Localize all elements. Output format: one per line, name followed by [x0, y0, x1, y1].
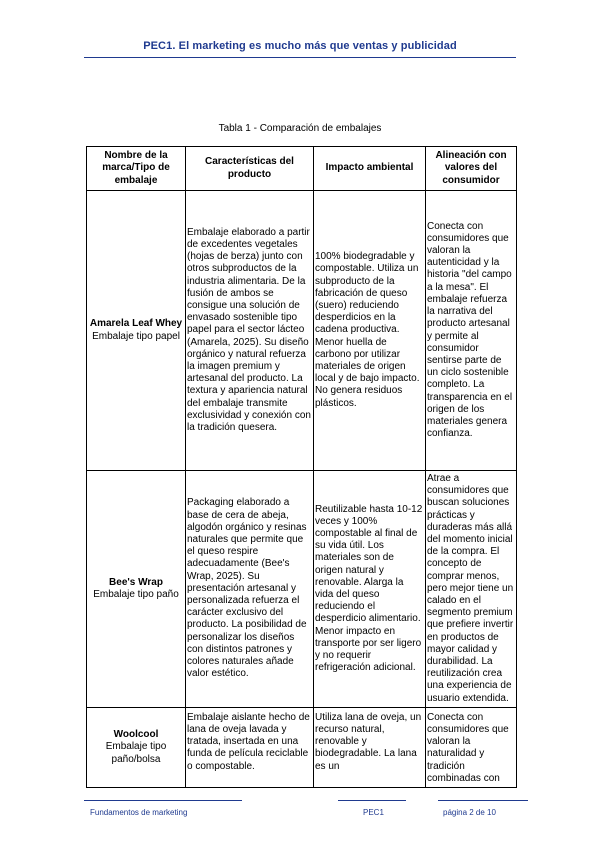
- footer-course: Fundamentos de marketing: [90, 808, 188, 817]
- table-row: [87, 707, 517, 787]
- characteristics-cell: Embalaje aislante hecho de lana de oveja lavada y tratada, insertada en una funda de película reciclable o compostable.: [186, 707, 314, 787]
- comparison-table: [86, 146, 517, 788]
- brand-cell: [87, 707, 186, 787]
- packaging-type: Embalaje tipo paño/bolsa: [105, 741, 167, 765]
- footer-doc-id: PEC1: [363, 808, 384, 817]
- packaging-type: Embalaje tipo papel: [92, 330, 180, 342]
- brand-cell: [87, 471, 186, 708]
- brand-name: Woolcool: [113, 729, 159, 741]
- characteristics-cell: Embalaje elaborado a partir de excedentes vegetales (hojas de berza) junto con otros subproductos de la industria alimentaria. De la fusión de ambos se consigue una solución de envasado sostenible tipo papel para el sector lácteo (Amarela, 2025). Su diseño orgánico y natural refuerza la imagen premium y artesanal del producto. La textura y apariencia natural del embalaje transmite exclusividad y conexión con la tradición quesera.: [186, 191, 314, 471]
- header-alignment: Alineación con valores del consumidor: [426, 147, 517, 191]
- footer-rule-center: [338, 800, 406, 801]
- characteristics-cell: Packaging elaborado a base de cera de abeja, algodón orgánico y resinas naturales que permite que el queso respire adecuadamente (Bee's Wrap, 2025). Su presentación artesanal y personalizada refuerza el carácter exclusivo del producto. La posibilidad de personalizar los diseños con distintos patrones y colores naturales añade valor estético.: [186, 471, 314, 708]
- table-header-row: [87, 147, 517, 191]
- header-rule: [84, 57, 516, 58]
- footer-rule-right: [438, 800, 528, 801]
- impact-cell: 100% biodegradable y compostable. Utiliza un subproducto de la fabricación de queso (suero) reduciendo desperdicios en la cadena productiva. Menor huella de carbono por utilizar materiales de origen local y de bajo impacto. No genera residuos plásticos.: [314, 191, 426, 471]
- alignment-cell: Atrae a consumidores que buscan soluciones prácticas y duraderas más allá del momento inicial de la compra. El concepto de comprar menos, pero mejor tiene un calado en el segmento premium que prefiere invertir en productos de mayor calidad y durabilidad. La reutilización crea una experiencia de usuario extendida.: [426, 471, 517, 708]
- impact-cell: Utiliza lana de oveja, un recurso natural, renovable y biodegradable. La lana es un: [314, 707, 426, 787]
- table-row: [87, 191, 517, 471]
- footer-rule-left: [84, 800, 242, 801]
- brand-name: Bee's Wrap: [109, 576, 163, 588]
- alignment-cell: Conecta con consumidores que valoran la autenticidad y la historia "del campo a la mesa". El embalaje refuerza la narrativa del producto artesanal y permite al consumidor sentirse parte de un ciclo sostenible completo. La transparencia en el origen de los materiales genera confianza.: [426, 191, 517, 471]
- brand-cell: [87, 191, 186, 471]
- footer-page-number: página 2 de 10: [443, 808, 496, 817]
- table-row: [87, 471, 517, 708]
- header-brand: Nombre de la marca/Tipo de embalaje: [87, 147, 186, 191]
- page-header-title: PEC1. El marketing es mucho más que ventas y publicidad: [143, 40, 457, 52]
- table-caption: Tabla 1 - Comparación de embalajes: [218, 123, 382, 134]
- alignment-cell: Conecta con consumidores que valoran la naturalidad y tradición combinadas con: [426, 707, 517, 787]
- header-impact: Impacto ambiental: [314, 147, 426, 191]
- packaging-type: Embalaje tipo paño: [93, 588, 179, 600]
- impact-cell: Reutilizable hasta 10-12 veces y 100% compostable al final de su vida útil. Los materiales son de origen natural y renovable. Alarga la vida del queso reduciendo el desperdicio alimentario. Menor impacto en transporte por ser ligero y no requerir refrigeración adicional.: [314, 471, 426, 708]
- header-characteristics: Características del producto: [186, 147, 314, 191]
- brand-name: Amarela Leaf Whey: [89, 318, 183, 330]
